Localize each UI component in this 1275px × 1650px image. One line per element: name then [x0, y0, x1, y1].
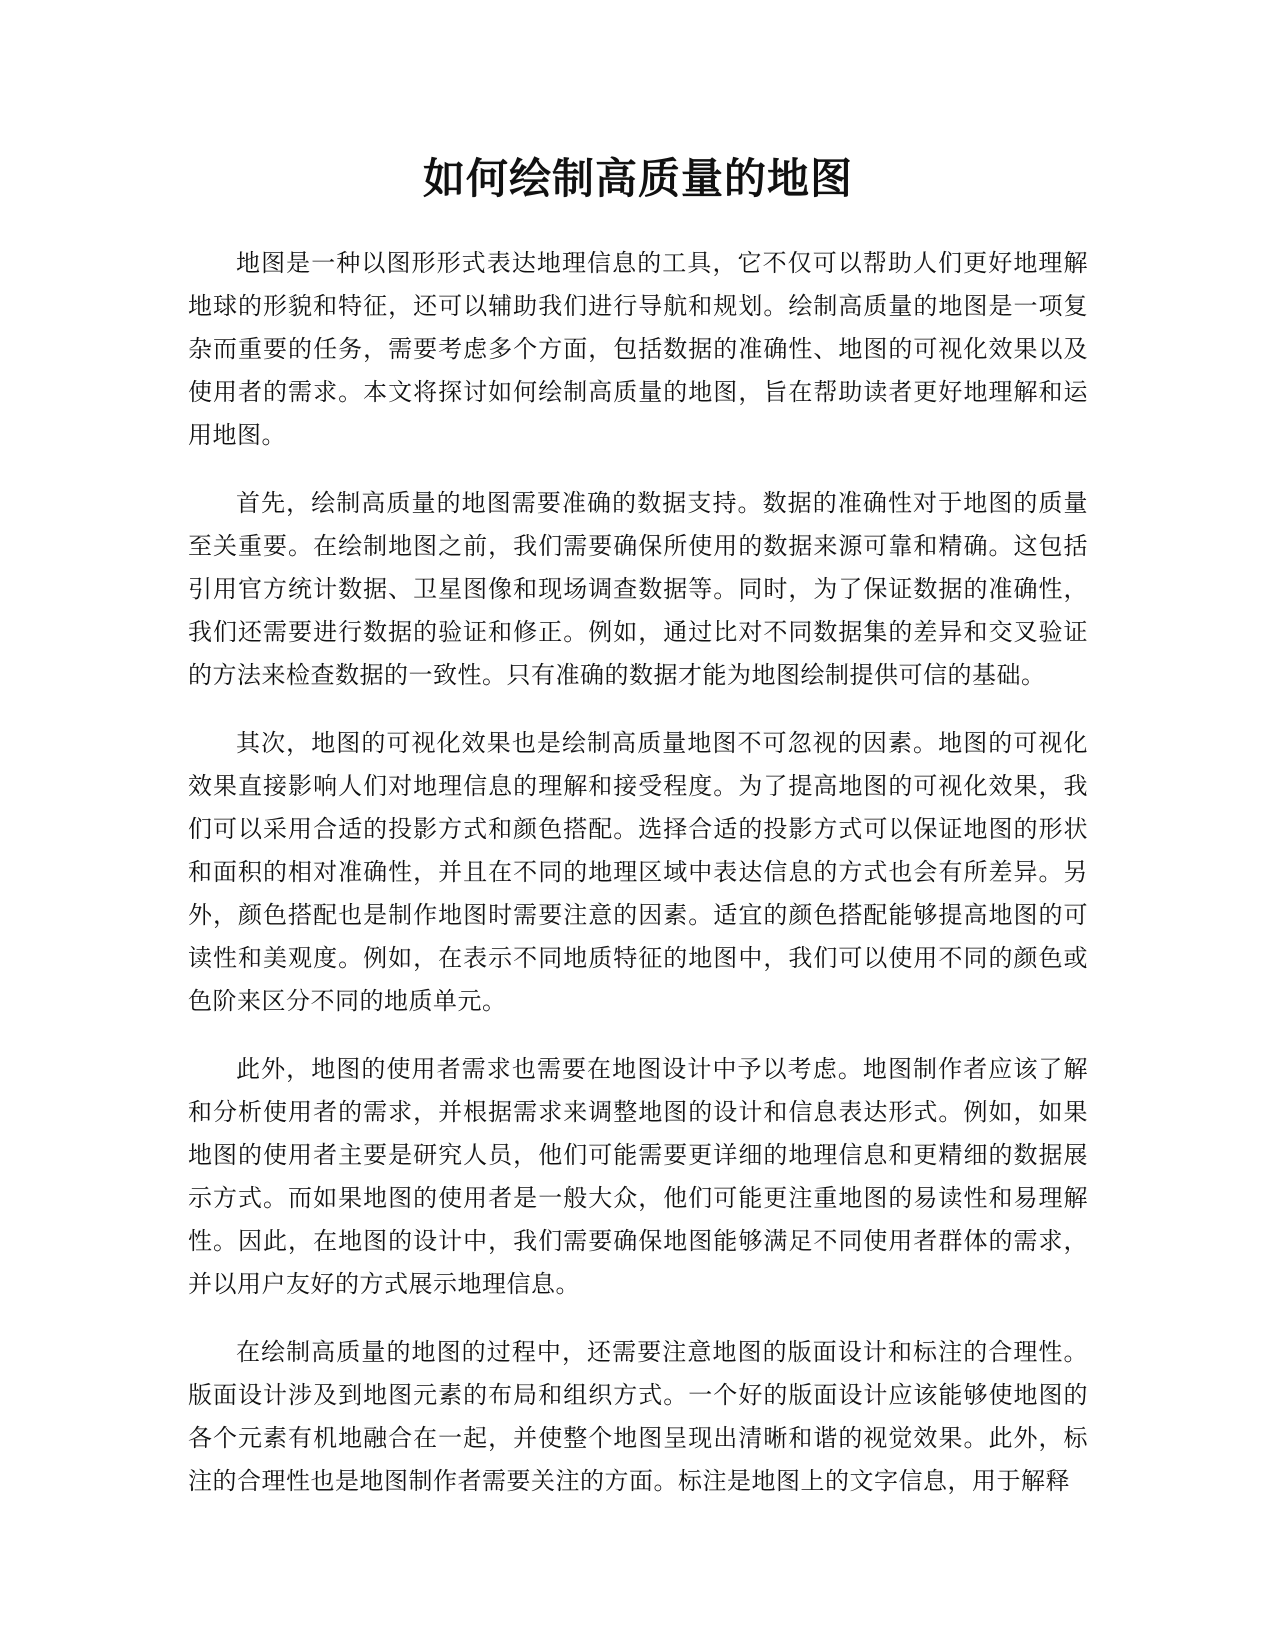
paragraph-visualization: 其次，地图的可视化效果也是绘制高质量地图不可忽视的因素。地图的可视化效果直接影响人们对地理信息的理解和接受程度。为了提高地图的可视化效果，我们可以采用合适的投影方式和颜色搭配。选择合适的投影方式可以保证地图的形状和面积的相对准确性，并且在不同的地理区域中表达信息的方式也会有所差异。另外，颜色搭配也是制作地图时需要注意的因素。适宜的颜色搭配能够提高地图的可读性和美观度。例如，在表示不同地质特征的地图中，我们可以使用不同的颜色或色阶来区分不同的地质单元。 — [188, 729, 1088, 1015]
paragraph-user-needs: 此外，地图的使用者需求也需要在地图设计中予以考虑。地图制作者应该了解和分析使用者的需求，并根据需求来调整地图的设计和信息表达形式。例如，如果地图的使用者主要是研究人员，他们可能需要更详细的地理信息和更精细的数据展示方式。而如果地图的使用者是一般大众，他们可能更注重地图的易读性和易理解性。因此，在地图的设计中，我们需要确保地图能够满足不同使用者群体的需求，并以用户友好的方式展示地理信息。 — [188, 1055, 1088, 1298]
paragraph-intro: 地图是一种以图形形式表达地理信息的工具，它不仅可以帮助人们更好地理解地球的形貌和特征，还可以辅助我们进行导航和规划。绘制高质量的地图是一项复杂而重要的任务，需要考虑多个方面，包括数据的准确性、地图的可视化效果以及使用者的需求。本文将探讨如何绘制高质量的地图，旨在帮助读者更好地理解和运用地图。 — [188, 249, 1088, 449]
document-title: 如何绘制高质量的地图 — [422, 154, 853, 203]
paragraph-layout-labels: 在绘制高质量的地图的过程中，还需要注意地图的版面设计和标注的合理性。版面设计涉及到地图元素的布局和组织方式。一个好的版面设计应该能够使地图的各个元素有机地融合在一起，并使整个地图呈现出清晰和谐的视觉效果。此外，标注的合理性也是地图制作者需要关注的方面。标注是地图上的文字信息，用于解释 — [188, 1338, 1088, 1495]
paragraph-data-accuracy: 首先，绘制高质量的地图需要准确的数据支持。数据的准确性对于地图的质量至关重要。在绘制地图之前，我们需要确保所使用的数据来源可靠和精确。这包括引用官方统计数据、卫星图像和现场调查数据等。同时，为了保证数据的准确性，我们还需要进行数据的验证和修正。例如，通过比对不同数据集的差异和交叉验证的方法来检查数据的一致性。只有准确的数据才能为地图绘制提供可信的基础。 — [188, 489, 1088, 689]
document-page — [188, 150, 1088, 1528]
